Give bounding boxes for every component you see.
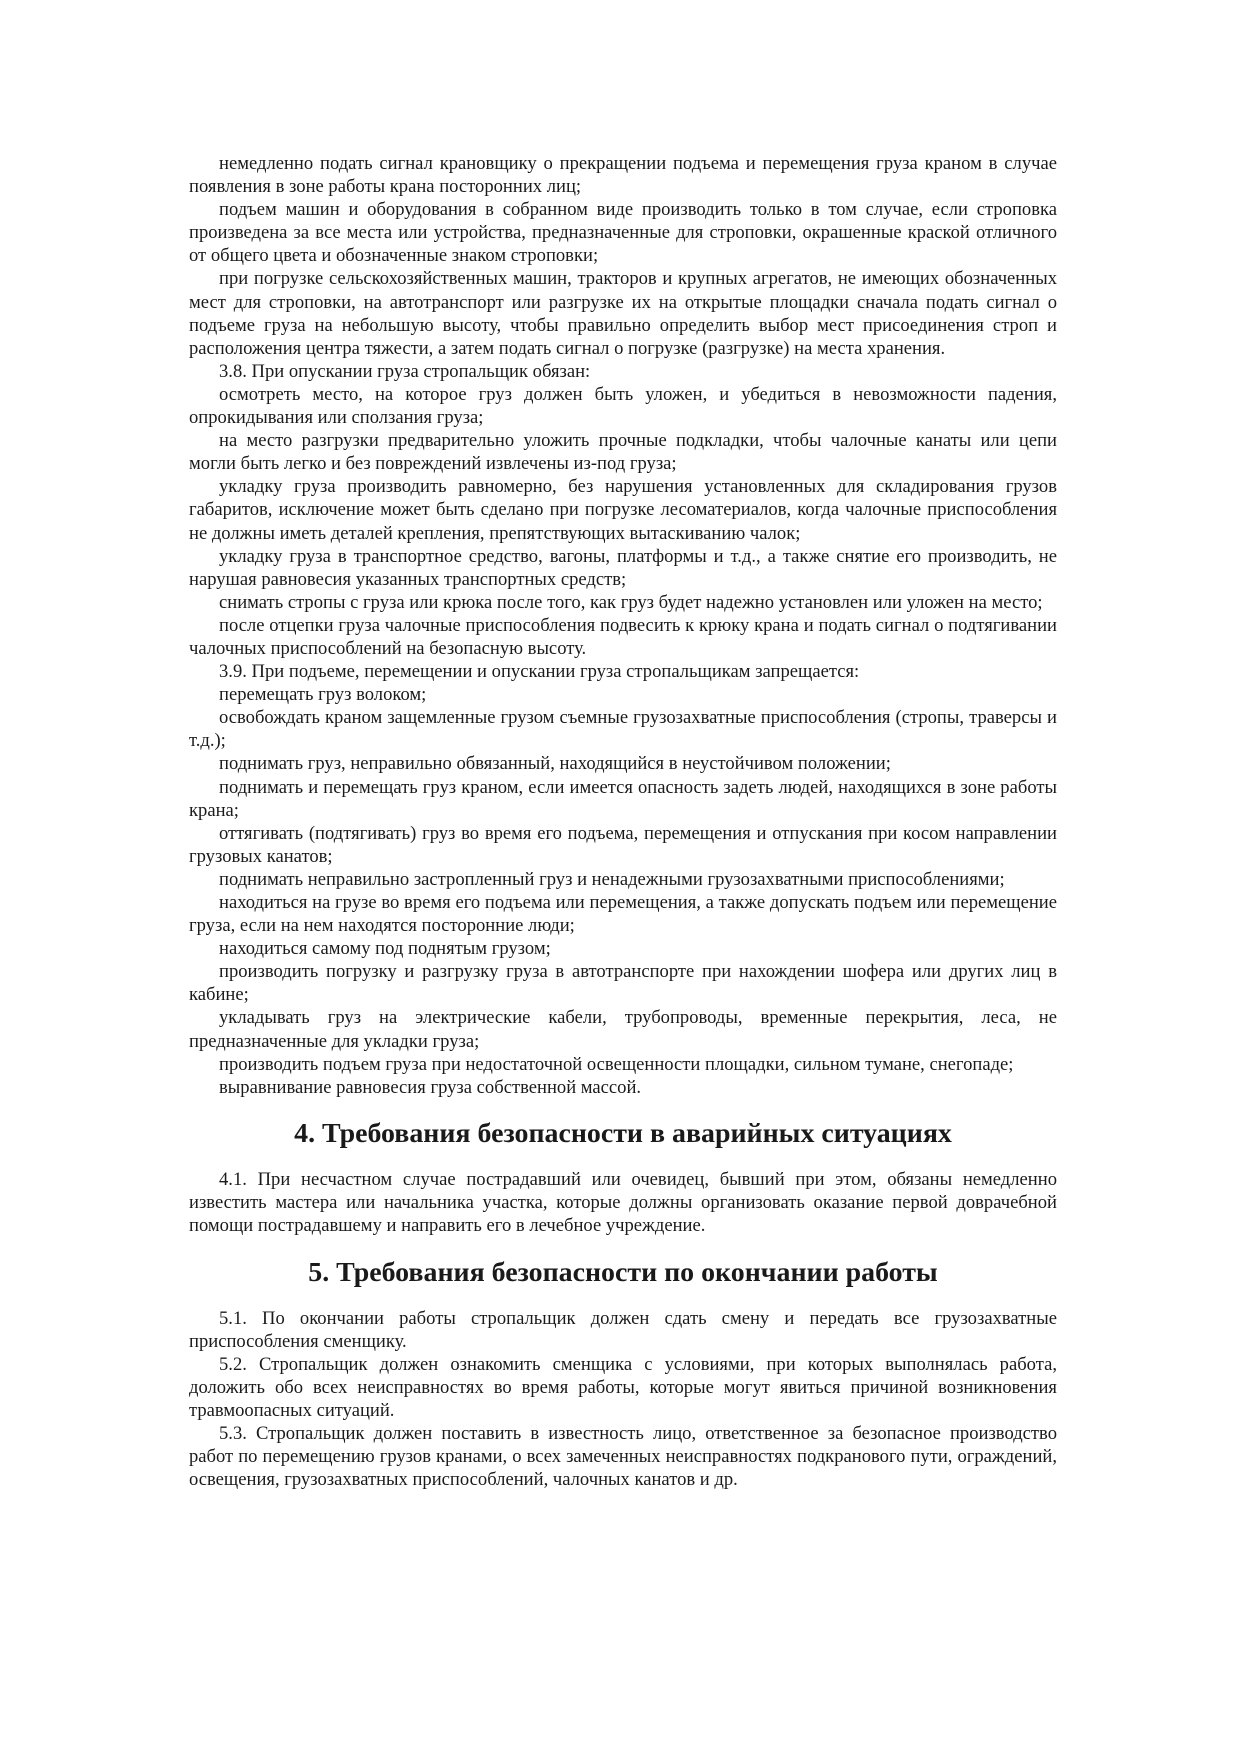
paragraph: на место разгрузки предварительно уложить прочные подкладки, чтобы чалочные канаты или цепи могли быть легко и без повреждений извлечены из-под груза; <box>189 430 1057 475</box>
paragraph: немедленно подать сигнал крановщику о прекращении подъема и перемещения груза краном в случае появления в зоне работы крана посторонних лиц; <box>189 153 1057 198</box>
section5-body <box>189 1307 1057 1492</box>
paragraph: перемещать груз волоком; <box>219 684 427 706</box>
clause-5-2: 5.2. Стропальщик должен ознакомить сменщика с условиями, при которых выполнялась работа, доложить обо всех неисправностях во время работы, которые могут явиться причиной возникновения травмоопасных ситуаций. <box>189 1353 1057 1422</box>
paragraph: после отцепки груза чалочные приспособления подвесить к крюку крана и подать сигнал о подтягивании чалочных приспособлений на безопасную высоту. <box>189 614 1057 659</box>
paragraph: осмотреть место, на которое груз должен быть уложен, и убедиться в невозможности падения, опрокидывания или сползания груза; <box>189 383 1057 429</box>
paragraph: производить погрузку и разгрузку груза в автотранспорте при нахождении шофера или других лиц в кабине; <box>189 961 1057 1006</box>
paragraph: оттягивать (подтягивать) груз во время его подъема, перемещения и отпускания при косом направлении грузовых канатов; <box>189 822 1057 867</box>
paragraph: укладывать груз на электрические кабели, трубопроводы, временные перекрытия, леса, не предназначенные для укладки груза; <box>189 1007 1057 1052</box>
paragraph: производить подъем груза при недостаточной освещенности площадки, сильном тумане, снегопаде; <box>219 1053 1014 1075</box>
paragraph: укладку груза в транспортное средство, вагоны, платформы и т.д., а также снятие его производить, не нарушая равновесия указанных транспортных средств; <box>189 545 1057 590</box>
clause-3-8: 3.8. При опускании груза стропальщик обязан: <box>219 360 591 382</box>
paragraph: поднимать неправильно застропленный груз и ненадежными грузозахватными приспособлениями; <box>219 868 1005 890</box>
paragraph: при погрузке сельскохозяйственных машин, тракторов и крупных агрегатов, не имеющих обозначенных мест для строповки, на автотранспорт или разгрузке их на открытые площадки сначала подать сигнал о подъеме груза на небольшую высоту, чтобы правильно определить выбор мест присоединения строп и расположения центра тяжести, а затем подать сигнал о погрузке (разгрузке) на места хранения. <box>189 268 1057 359</box>
paragraph: подъем машин и оборудования в собранном виде производить только в том случае, если строповка произведена за все места или устройства, предназначенные для строповки, окрашенные краской отличного от общего цвета и обозначенные знаком строповки; <box>189 199 1057 267</box>
section5-heading: 5. Требования безопасности по окончании работы <box>308 1256 938 1288</box>
paragraph: укладку груза производить равномерно, без нарушения установленных для складирования грузов габаритов, исключение может быть сделано при погрузке лесоматериалов, когда чалочные приспособления не должны иметь деталей крепления, препятствующих вытаскиванию чалок; <box>189 476 1057 544</box>
clause-4-1: 4.1. При несчастном случае пострадавший или очевидец, бывший при этом, обязаны немедленно известить мастера или начальника участка, которые должны организовать оказание первой доврачебной помощи пострадавшему и направить его в лечебное учреждение. <box>189 1169 1057 1237</box>
paragraph: находиться самому под поднятым грузом; <box>219 938 551 960</box>
clause-3-9: 3.9. При подъеме, перемещении и опускании груза стропальщикам запрещается: <box>219 661 860 683</box>
section4-body <box>189 1168 1057 1237</box>
paragraph: снимать стропы с груза или крюка после того, как груз будет надежно установлен или уложен на место; <box>219 591 1043 613</box>
document-page <box>189 152 1057 1491</box>
paragraph: освобождать краном защемленные грузом съемные грузозахватные приспособления (стропы, траверсы и т.д.); <box>189 707 1057 752</box>
paragraph: выравнивание равновесия груза собственной массой. <box>219 1076 642 1098</box>
paragraph: находиться на грузе во время его подъема или перемещения, а также допускать подъем или перемещение груза, если на нем находятся посторонние люди; <box>189 892 1057 937</box>
paragraph: поднимать груз, неправильно обвязанный, находящийся в неустойчивом положении; <box>219 753 891 775</box>
clause-5-1: 5.1. По окончании работы стропальщик должен сдать смену и передать все грузозахватные приспособления сменщику. <box>189 1307 1057 1352</box>
clause-5-3: 5.3. Стропальщик должен поставить в известность лицо, ответственное за безопасное производство работ по перемещению грузов кранами, о всех замеченных неисправностях подкранового пути, ограждений, освещения, грузозахватных приспособлений, чалочных канатов и др. <box>189 1423 1057 1491</box>
section4-heading: 4. Требования безопасности в аварийных ситуациях <box>294 1117 952 1149</box>
paragraph: поднимать и перемещать груз краном, если имеется опасность задеть людей, находящихся в зоне работы крана; <box>189 776 1057 821</box>
section3-continuation <box>189 152 1057 1099</box>
